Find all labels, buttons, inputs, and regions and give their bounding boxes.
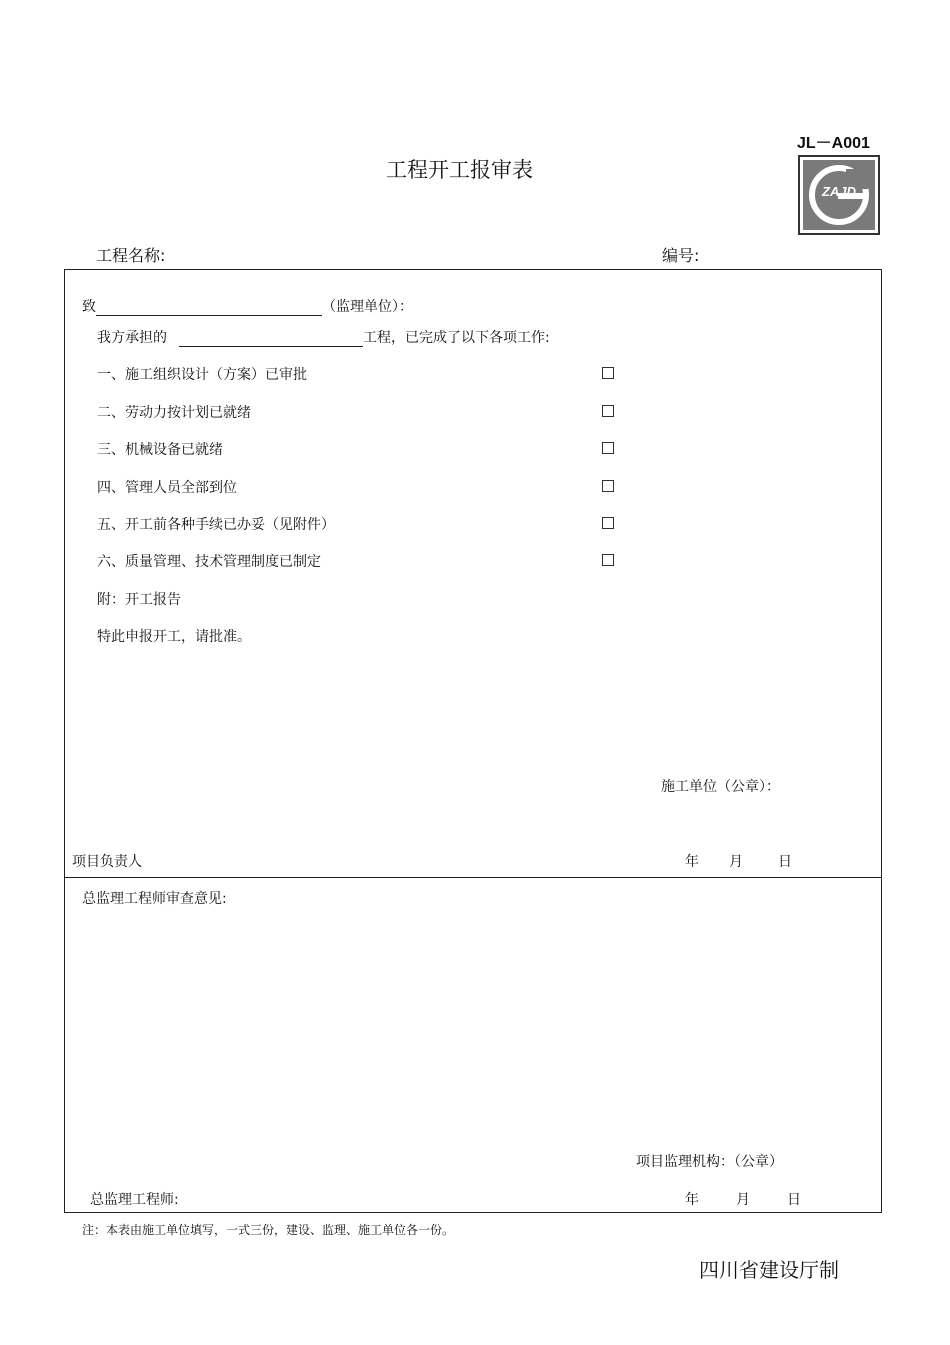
to-prefix: 致 [82, 299, 96, 315]
checkbox-1[interactable] [602, 367, 614, 379]
attachment-line: 附：开工报告 [97, 592, 181, 608]
request-line: 特此申报开工，请批准。 [97, 629, 251, 645]
checkbox-3[interactable] [602, 442, 614, 454]
undertaken-line [97, 327, 550, 347]
checklist-item-2: 二、劳动力按计划已就绪 [97, 405, 251, 421]
footnote: 注：本表由施工单位填写，一式三份，建设、监理、施工单位各一份。 [82, 1223, 455, 1237]
to-line [82, 296, 413, 316]
zajd-logo [798, 155, 880, 235]
chief-opinion-label: 总监理工程师审查意见: [82, 891, 227, 907]
checkbox-6[interactable] [602, 554, 614, 566]
date-year-upper: 年 [685, 854, 699, 870]
chief-engineer-label: 总监理工程师: [90, 1192, 179, 1208]
checklist-item-4: 四、管理人员全部到位 [97, 480, 237, 496]
number-label: 编号: [662, 246, 700, 265]
checkbox-4[interactable] [602, 480, 614, 492]
date-day-lower: 日 [787, 1192, 801, 1208]
issuer-label: 四川省建设厅制 [699, 1258, 839, 1282]
section-divider [64, 877, 882, 878]
undertaken-prefix: 我方承担的 [97, 330, 167, 346]
svg-text:ZAJD: ZAJD [822, 184, 856, 199]
checklist-item-6: 六、质量管理、技术管理制度已制定 [97, 554, 321, 570]
date-year-lower: 年 [685, 1192, 699, 1208]
supervisor-unit-blank[interactable] [96, 299, 322, 316]
checkbox-5[interactable] [602, 517, 614, 529]
project-blank[interactable] [179, 330, 363, 347]
undertaken-suffix: 工程，已完成了以下各项工作: [363, 330, 550, 346]
supervisor-unit-label: （监理单位）： [322, 299, 413, 315]
checklist-item-5: 五、开工前各种手续已办妥（见附件） [97, 517, 335, 533]
checklist-item-3: 三、机械设备已就绪 [97, 442, 223, 458]
project-name-label: 工程名称: [96, 246, 166, 265]
date-month-upper: 月 [729, 854, 743, 870]
contractor-seal-label: 施工单位（公章）： [661, 779, 780, 795]
date-day-upper: 日 [778, 854, 792, 870]
supervision-org-seal-label: 项目监理机构：（公章） [636, 1154, 783, 1170]
page-title: 工程开工报审表 [386, 158, 533, 182]
checkbox-2[interactable] [602, 405, 614, 417]
form-code: JL－A001 [797, 135, 870, 152]
date-month-lower: 月 [736, 1192, 750, 1208]
project-manager-label: 项目负责人 [72, 854, 142, 870]
checklist-item-1: 一、施工组织设计（方案）已审批 [97, 367, 307, 383]
